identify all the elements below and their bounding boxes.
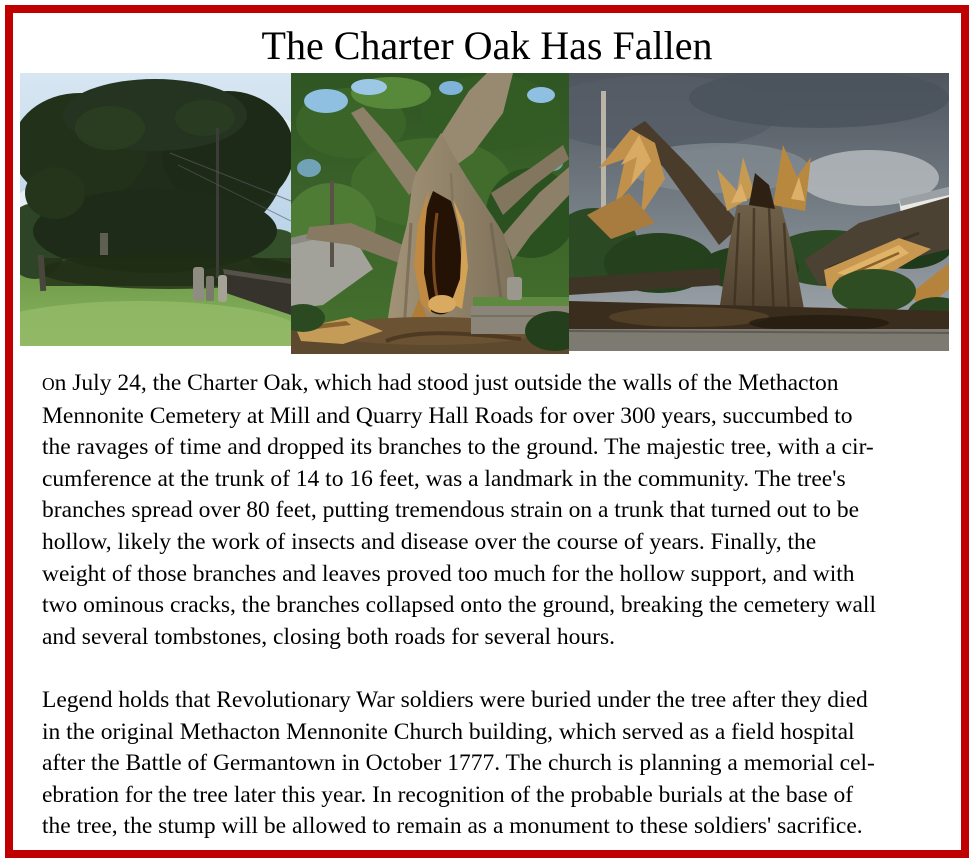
gravestone	[507, 277, 522, 300]
photo-charter-oak-standing	[20, 73, 291, 346]
photo-charter-oak-split-trunk	[291, 73, 569, 354]
utility-pole	[330, 181, 334, 267]
photo-row	[20, 73, 961, 354]
photo-charter-oak-fallen-stump	[569, 73, 949, 351]
article-body	[42, 368, 933, 843]
paragraph-fall-account: On July 24, the Charter Oak, which had stood just outside the walls of the Methacton Mennonite Cemetery at Mill and Quarry Hall Roads for over 300 years, succumbed to the ravages of time and dropped its branches to the ground. The majestic tree, with a cir- cumference at the trunk of 14 to 16 feet, was a landmark in the community. The tree's branches spread over 80 feet, putting tremendous strain on a trunk that turned out to be hollow, likely the work of insects and disease over the course of years. Finally, the weight of those branches and leaves proved too much for the hollow support, and with two ominous cracks, the branches collapsed onto the ground, breaking the cemetery wall and several tombstones, closing both roads for several hours.	[42, 370, 876, 650]
tree-canopy	[20, 79, 291, 273]
page-title: The Charter Oak Has Fallen	[261, 23, 713, 68]
paragraph-soldiers-legend: Legend holds that Revolutionary War soldiers were buried under the tree after they died in the original Methacton Mennonite Church building, which served as a field hospital after the Battle of Germantown in October 1777. The church is planning a memorial cel- ebration for the tree later this year. In recognition of the probable burials at the base of the tree, the stump will be allowed to remain as a monument to these soldiers' sacrifice.	[42, 686, 875, 840]
newsletter-page	[5, 5, 969, 858]
utility-pole	[216, 128, 219, 278]
